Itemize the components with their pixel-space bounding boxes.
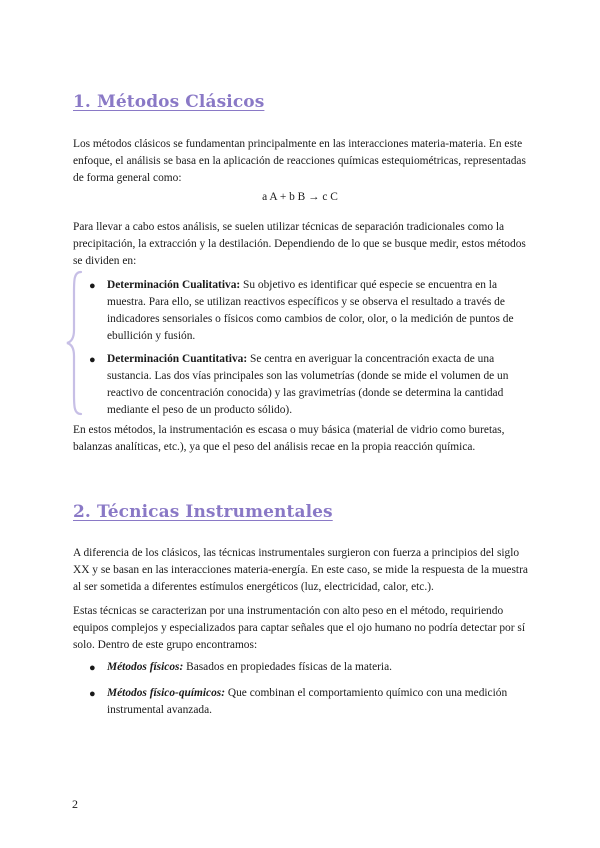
bullet-text: Su objetivo es identificar qué especie se encuentra en la muestra. Para ello, se utilizan reactivos específicos y se observa el resultado a través de indicadores sensoriales o físicos como cambios de color, olor, o la medición de puntos de ebullición y fusión.	[107, 279, 514, 342]
bullet-dot-icon: ●	[89, 688, 96, 700]
section-2-intro: A diferencia de los clásicos, las técnicas instrumentales surgieron con fuerza a principios del siglo XX y se basan en las interacciones materia-energía. En este caso, se mide la respuesta de la muestra al ser sometida a diferentes estímulos energéticos (luz, electricidad, calor, etc.).	[73, 547, 528, 593]
section-1-title: 1. Métodos Clásicos	[73, 92, 265, 112]
list-item	[73, 351, 533, 419]
bullet-term: Determinación Cualitativa:	[107, 279, 241, 291]
list-item	[73, 685, 533, 719]
bullet-text: Se centra en averiguar la concentración exacta de una sustancia. Las dos vías principales son las volumetrías (donde se mide el volumen de un reactivo de concentración conocida) y las gravimetrías (donde se determina la cantidad mediante el peso de un producto sólido).	[107, 353, 509, 416]
list-item	[73, 659, 533, 676]
bullet-text: Basados en propiedades físicas de la materia.	[183, 661, 393, 673]
section-2-title: 2. Técnicas Instrumentales	[73, 502, 333, 522]
page-number: 2	[72, 797, 78, 811]
section-2-bullet-list	[73, 659, 533, 719]
bullet-dot-icon: ●	[89, 354, 96, 366]
bullet-dot-icon: ●	[89, 662, 96, 674]
section-1-intro: Los métodos clásicos se fundamentan principalmente en las interacciones materia-materia. En este enfoque, el análisis se basa en la aplicación de reacciones químicas estequiométricas, representadas de forma general como:	[73, 138, 526, 184]
section-1-bullet-list	[73, 277, 533, 419]
list-item	[73, 277, 533, 345]
bullet-term: Métodos físicos:	[107, 661, 184, 673]
section-1-closing: En estos métodos, la instrumentación es escasa o muy básica (material de vidrio como buretas, balanzas analíticas, etc.), ya que el peso del análisis recae en la propia reacción química.	[73, 424, 505, 453]
reaction-formula: a A + b B → c C	[262, 191, 338, 203]
bullet-term: Determinación Cuantitativa:	[107, 353, 248, 365]
section-2-characteristics: Estas técnicas se caracterizan por una instrumentación con alto peso en el método, requiriendo equipos complejos y especializados para captar señales que el ojo humano no podría detectar por sí solo. Dentro de este grupo encontramos:	[73, 605, 525, 651]
bullet-term: Métodos físico-químicos:	[107, 687, 226, 699]
bullet-dot-icon: ●	[89, 280, 96, 292]
bullet-text: Que combinan el comportamiento químico con una medición instrumental avanzada.	[107, 687, 508, 716]
section-1-techniques: Para llevar a cabo estos análisis, se suelen utilizar técnicas de separación tradicionales como la precipitación, la extracción y la destilación. Dependiendo de lo que se busque medir, estos métodos se dividen en:	[73, 221, 526, 267]
